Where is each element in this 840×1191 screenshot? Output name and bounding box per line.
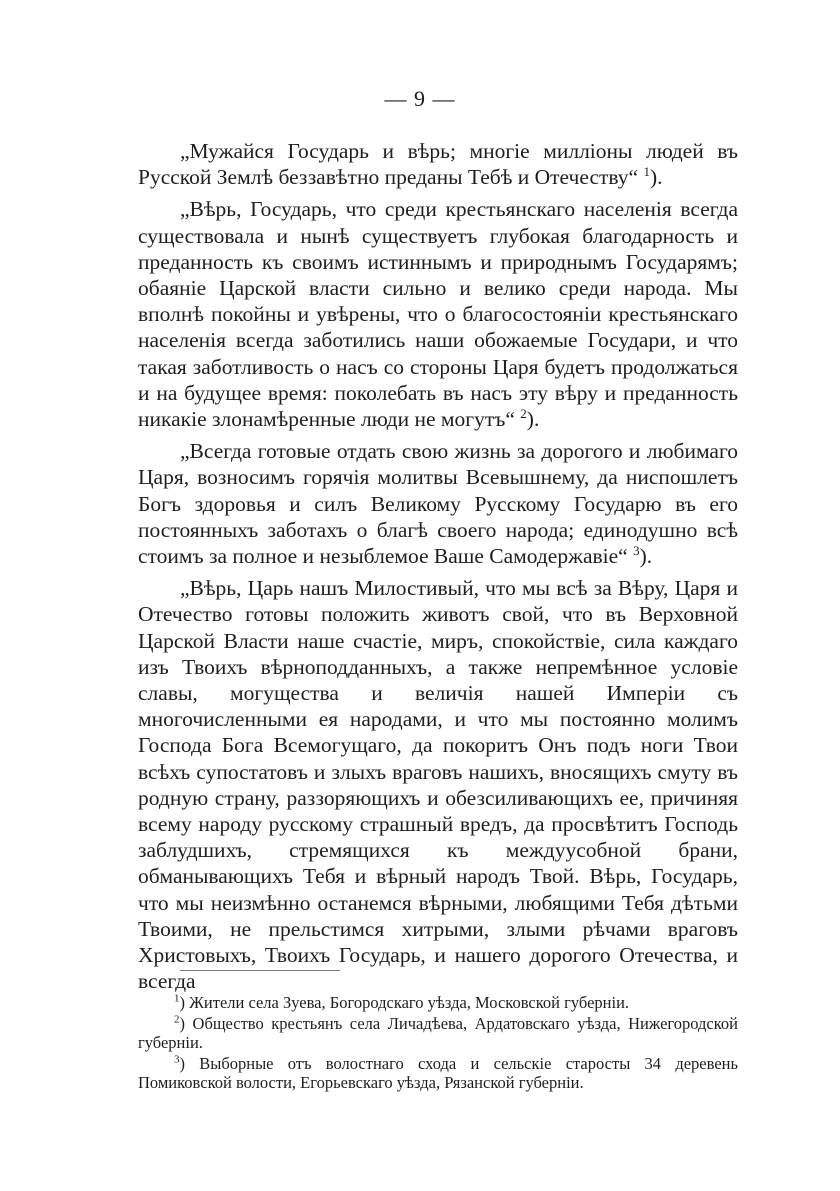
footnote-3 xyxy=(138,1054,738,1092)
page-number: — 9 — xyxy=(384,86,456,111)
paragraph-1 xyxy=(138,138,738,190)
footnote-reference[interactable]: 2 xyxy=(520,405,527,421)
paragraph-text: „Всегда готовые отдать свою жизнь за дорогого и любимаго Царя, возносимъ горячія молитвы Всевышнему, да ниспошлетъ Богъ здоровья и силъ Великому Русскому Государю въ его постоянныхъ заботахъ о благѣ своего народа; единодушно всѣ стоимъ за полное и незыблемое Ваше Самодержавіе“ xyxy=(138,439,738,569)
footnote-text: ) Общество крестьянъ села Личадѣева, Ардатовскаго уѣзда, Нижегородской губерніи. xyxy=(138,1014,738,1052)
footnote-2 xyxy=(138,1014,738,1052)
paragraph-text: „Вѣрь, Царь нашъ Милостивый, что мы всѣ за Вѣру, Царя и Отечество готовы положить животъ свой, что въ Верховной Царской Власти наше счастіе, миръ, спокойствіе, сила каждаго изъ Твоихъ вѣрноподданныхъ, а также непремѣнное условіе славы, могущества и величія нашей Имперіи съ многочисленными ея народами, и что мы постоянно молимъ Господа Бога Всемогущаго, да покоритъ Онъ подъ ноги Твои всѣхъ супостатовъ и злыхъ враговъ нашихъ, вносящихъ смуту въ родную страну, раззоряющихъ и обезсиливающихъ ее, причиняя всему народу русскому страшный вредъ, да просвѣтитъ Господь заблудшихъ, стремящихся къ междуусобной брани, обманывающихъ Тебя и вѣрный народъ Твой. Вѣрь, Государь, что мы неизмѣнно останемся вѣрными, любящими Тебя дѣтьми Твоими, не прельстимся хитрыми, злыми рѣчами враговъ Христовыхъ, Твоихъ Государь, и нашего дорогого Отечества, и всегда xyxy=(138,576,738,994)
paragraph-3 xyxy=(138,438,738,569)
paragraph-text: „Мужайся Государь и вѣрь; многіе милліоны людей въ Русской Землѣ беззавѣтно преданы Тебѣ и Отечеству“ xyxy=(138,139,738,190)
paragraph-4 xyxy=(138,575,738,994)
footnote-reference[interactable]: 3 xyxy=(633,542,640,558)
footnote-mark: 3 xyxy=(174,1053,180,1066)
footnotes xyxy=(138,993,738,1094)
footnote-text: ) Выборные отъ волостнаго схода и сельскіе старосты 34 деревень Помиковской волости, Егорьевскаго уѣзда, Рязанской губерніи. xyxy=(138,1054,738,1092)
body-text xyxy=(138,138,738,1001)
footnote-text: ) Жители села Зуева, Богородскаго уѣзда, Московской губерніи. xyxy=(179,993,630,1012)
paragraph-tail: ). xyxy=(649,165,663,190)
paragraph-2 xyxy=(138,196,738,432)
footnote-reference[interactable]: 1 xyxy=(643,164,650,180)
footnote-mark: 1 xyxy=(174,992,180,1005)
footnote-1 xyxy=(138,993,738,1012)
footnote-mark: 2 xyxy=(174,1013,180,1026)
footnote-divider xyxy=(180,970,340,971)
paragraph-tail: ). xyxy=(526,407,540,432)
paragraph-text: „Вѣрь, Государь, что среди крестьянскаго населенія всегда существовала и нынѣ существуетъ глубокая благодарность и преданность къ своимъ истиннымъ и природнымъ Государямъ; обаяніе Царской власти сильно и велико среди народа. Мы вполнѣ покойны и увѣрены, что о благосостояніи крестьянскаго населенія всегда заботились наши обожаемые Государи, и что такая заботливость о насъ со стороны Царя будетъ продолжаться и на будущее время: поколебать въ насъ эту вѣру и преданность никакіе злонамѣренные люди не могутъ“ xyxy=(138,197,738,432)
paragraph-tail: ). xyxy=(639,544,653,569)
